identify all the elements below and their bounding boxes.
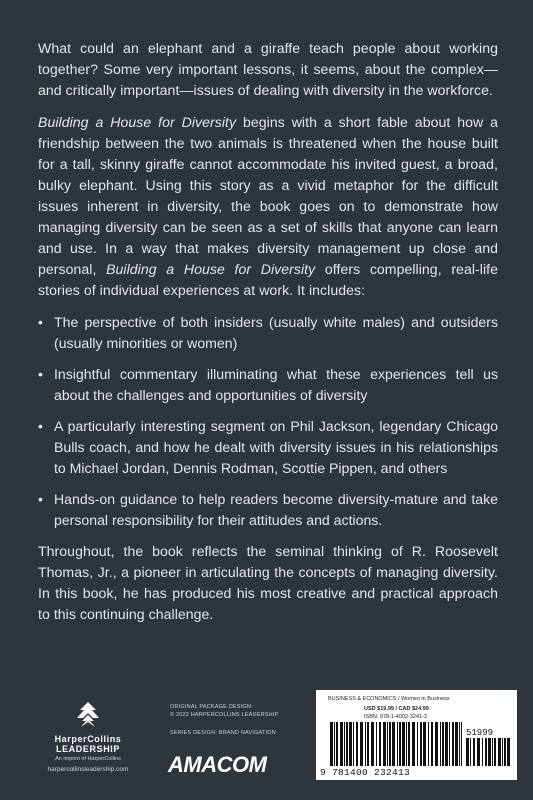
barcode-bar bbox=[449, 722, 450, 766]
barcode-bar bbox=[379, 722, 381, 766]
credit-line: ORIGINAL PACKAGE DESIGN: bbox=[170, 704, 253, 710]
book-title-italic: Building a House for Diversity bbox=[38, 114, 237, 130]
barcode-bar bbox=[346, 722, 348, 766]
publisher-logo bbox=[38, 700, 138, 773]
barcode-bar bbox=[349, 722, 352, 766]
fable-text-b: offers compelling, real-life stories of individual experiences at work. It includes: bbox=[38, 261, 498, 298]
publisher-url: harpercollinsleadership.com bbox=[47, 766, 129, 773]
barcode-bar bbox=[473, 738, 475, 766]
book-category: BUSINESS & ECONOMICS / Women in Business bbox=[328, 696, 450, 702]
bullet-icon: • bbox=[38, 418, 43, 434]
barcode-bar bbox=[477, 738, 480, 766]
barcode-bar bbox=[507, 738, 510, 766]
fable-text-a: begins with a short fable about how a friendship between the two animals is threatened when the house built for a tall, skinny giraffe cannot accommodate his invited guest, a broad, bulky elephant. Using this story as a vivid metaphor for the difficult issues inherent in diversity, the book goes on to demonstrate how managing diversity can be seen as a set of skills that anyone can learn and use. In a way that makes diversity management up close and personal, bbox=[38, 114, 498, 277]
barcode-bar bbox=[376, 722, 377, 766]
barcode-bar bbox=[340, 722, 343, 766]
list-item-text: A particularly interesting segment on Phil Jackson, legendary Chicago Bulls coach, and how he dealt with diversity issues in his relationships to Michael Jordan, Dennis Rodman, Scottie Pippen, and others bbox=[54, 418, 498, 476]
barcode-bar bbox=[356, 722, 358, 766]
list-item bbox=[38, 364, 498, 406]
barcode-bar bbox=[408, 722, 410, 766]
barcode-bar bbox=[452, 722, 454, 766]
barcode-bar bbox=[383, 722, 386, 766]
list-item-text: Hands-on guidance to help readers become diversity-mature and take personal responsibility for their attitudes and actions. bbox=[54, 491, 498, 528]
barcode-bar bbox=[402, 722, 405, 766]
barcode-bar bbox=[420, 722, 422, 766]
barcode-digits: 9 781400 232413 bbox=[320, 767, 411, 778]
barcode-bar bbox=[445, 722, 448, 766]
barcode-bar bbox=[412, 722, 415, 766]
book-isbn: ISBN: 978-1-4002-3241-3 bbox=[364, 714, 427, 720]
barcode-bar bbox=[334, 722, 335, 766]
barcode-bar bbox=[387, 722, 388, 766]
bullet-icon: • bbox=[38, 366, 43, 382]
barcode-panel bbox=[316, 690, 517, 780]
book-price: USD $19.99 / CAD $24.99 bbox=[364, 706, 429, 712]
barcode-bar bbox=[455, 722, 458, 766]
list-item bbox=[38, 416, 498, 479]
description-text bbox=[38, 38, 498, 636]
barcode-bar bbox=[459, 722, 460, 766]
barcode-bar bbox=[494, 738, 496, 766]
publisher-imprint: An imprint of HarperCollins bbox=[55, 756, 121, 762]
bullet-icon: • bbox=[38, 314, 43, 330]
barcode-bar bbox=[423, 722, 426, 766]
barcode-bar bbox=[392, 722, 395, 766]
publisher-name-line1: HarperCollins bbox=[54, 734, 122, 744]
barcode-bar bbox=[353, 722, 354, 766]
barcode-bar bbox=[502, 738, 503, 766]
amacom-logo: AMACOM bbox=[168, 752, 267, 777]
barcode-addon: 51999 bbox=[466, 728, 494, 738]
credit-line: © 2022 HARPERCOLLINS LEADERSHIP bbox=[170, 712, 279, 718]
barcode-bar bbox=[399, 722, 401, 766]
barcode-bar bbox=[485, 738, 487, 766]
barcode-bar bbox=[367, 722, 369, 766]
barcode-bar bbox=[482, 738, 483, 766]
barcode-bar bbox=[466, 738, 469, 766]
credit-line: SERIES DESIGN: BRAND NAVIGATION bbox=[170, 730, 276, 736]
intro-paragraph: What could an elephant and a giraffe teach people about working together? Some very important lessons, it seems, about the complex—and critically important—issues of dealing with diversity in the workforce. bbox=[38, 40, 498, 98]
barcode-bar bbox=[389, 722, 391, 766]
barcode-bar bbox=[406, 722, 407, 766]
barcode-bar bbox=[435, 722, 438, 766]
flame-icon bbox=[73, 700, 103, 732]
barcode-bar bbox=[428, 722, 429, 766]
barcode-bar bbox=[442, 722, 444, 766]
barcode-bar bbox=[492, 738, 493, 766]
list-item-text: The perspective of both insiders (usually white males) and outsiders (usually minorities or women) bbox=[54, 314, 498, 351]
barcode-bar bbox=[488, 738, 491, 766]
barcode-bar bbox=[498, 738, 501, 766]
publisher-name bbox=[38, 734, 138, 754]
barcode-bar bbox=[371, 722, 374, 766]
barcode-icon bbox=[330, 722, 462, 766]
addon-barcode-icon bbox=[466, 738, 510, 772]
list-item bbox=[38, 312, 498, 354]
barcode-bar bbox=[431, 722, 433, 766]
barcode-bar bbox=[417, 722, 418, 766]
barcode-bar bbox=[470, 738, 471, 766]
list-item bbox=[38, 489, 498, 531]
closing-paragraph: Throughout, the book reflects the seminal thinking of R. Roosevelt Thomas, Jr., a pioneer in articulating the concepts of managing diversity. In this book, he has produced his most creative and practical approach to this continuing challenge. bbox=[38, 543, 498, 622]
fable-paragraph bbox=[38, 112, 498, 301]
bullet-icon: • bbox=[38, 491, 43, 507]
barcode-bar bbox=[365, 722, 366, 766]
barcode-bar bbox=[360, 722, 363, 766]
book-title-italic-2: Building a House for Diversity bbox=[106, 261, 316, 277]
publisher-name-line2: LEADERSHIP bbox=[55, 744, 120, 754]
barcode-bar bbox=[336, 722, 338, 766]
barcode-bar bbox=[397, 722, 398, 766]
barcode-bar bbox=[504, 738, 506, 766]
barcode-bar bbox=[461, 722, 462, 766]
barcode-bar bbox=[330, 722, 333, 766]
list-item-text: Insightful commentary illuminating what these experiences tell us about the challenges and opportunities of diversity bbox=[54, 366, 498, 403]
barcode-bar bbox=[344, 722, 345, 766]
feature-list bbox=[38, 312, 498, 531]
design-credits bbox=[170, 703, 310, 737]
barcode-bar bbox=[440, 722, 441, 766]
